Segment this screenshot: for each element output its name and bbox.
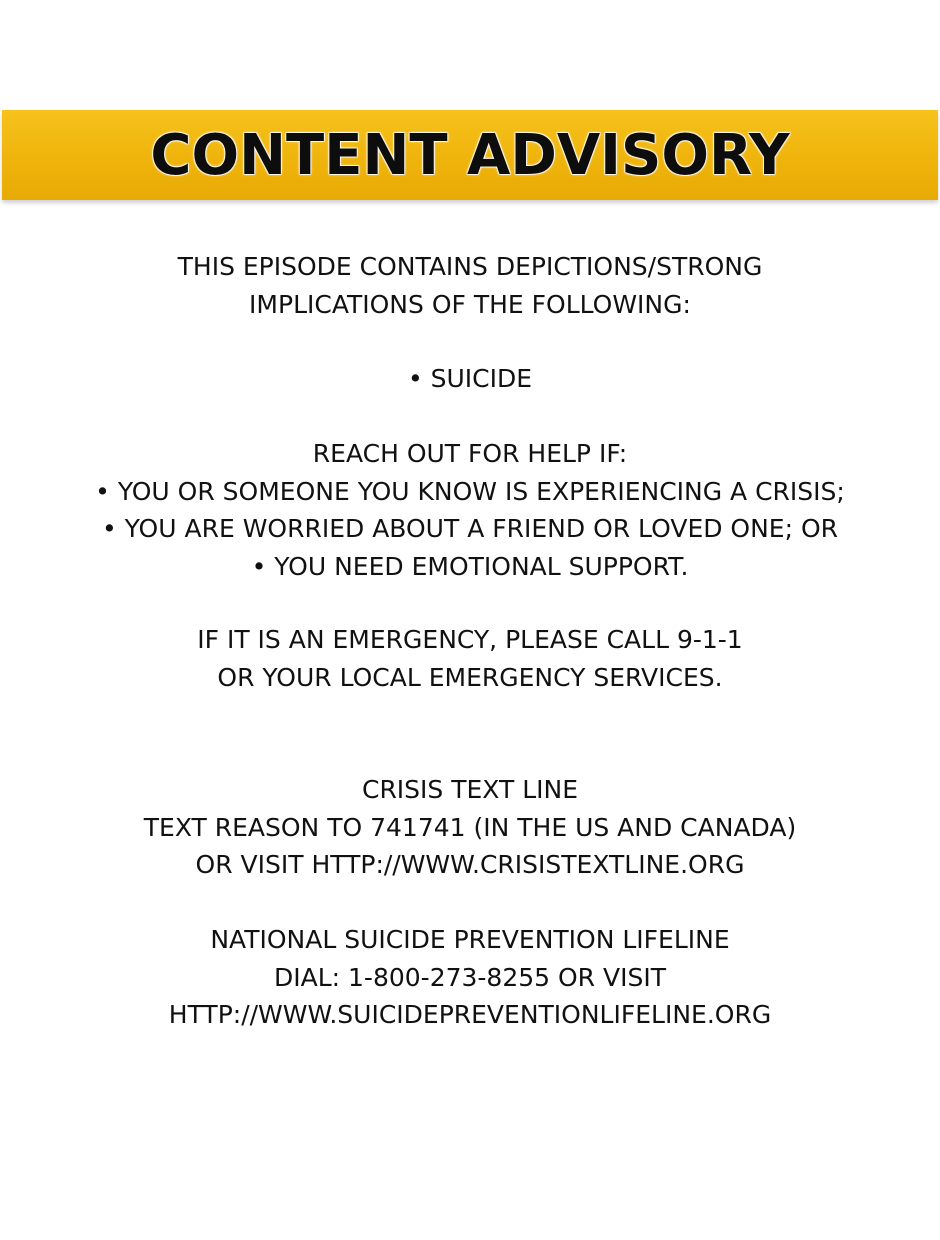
emergency-line-2: OR YOUR LOCAL EMERGENCY SERVICES. [217,662,723,692]
advisory-title: CONTENT ADVISORY [150,122,790,188]
lifeline-name: NATIONAL SUICIDE PREVENTION LIFELINE [210,925,730,954]
crisis-text-line-name: CRISIS TEXT LINE [361,775,579,804]
help-item-support: • YOU NEED EMOTIONAL SUPPORT. [251,551,689,581]
intro-line-1: THIS EPISODE CONTAINS DEPICTIONS/STRONG [177,252,763,281]
help-heading: REACH OUT FOR HELP IF: [312,439,628,468]
emergency-block [0,621,940,696]
lifeline-block [0,921,940,1034]
intro-block [0,248,940,323]
lifeline-phone: DIAL: 1-800-273-8255 OR VISIT [274,962,666,992]
help-item-worried: • YOU ARE WORRIED ABOUT A FRIEND OR LOVED ONE; OR [101,514,839,543]
crisis-text-line-url: OR VISIT HTTP://WWW.CRISISTEXTLINE.ORG [195,850,745,879]
crisis-text-line-block [0,771,940,884]
emergency-line-1: IF IT IS AN EMERGENCY, PLEASE CALL 9-1-1 [197,625,743,654]
lifeline-url: HTTP://WWW.SUICIDEPREVENTIONLIFELINE.ORG [168,1000,772,1029]
intro-line-2: IMPLICATIONS OF THE FOLLOWING: [249,289,691,319]
crisis-text-line-instructions: TEXT REASON TO 741741 (IN THE US AND CANADA) [143,812,797,842]
help-item-crisis: • YOU OR SOMEONE YOU KNOW IS EXPERIENCING A CRISIS; [95,476,845,506]
topics-list [0,360,940,398]
topic-item-suicide: • SUICIDE [407,364,533,393]
advisory-banner [2,110,938,200]
help-block [0,435,940,585]
